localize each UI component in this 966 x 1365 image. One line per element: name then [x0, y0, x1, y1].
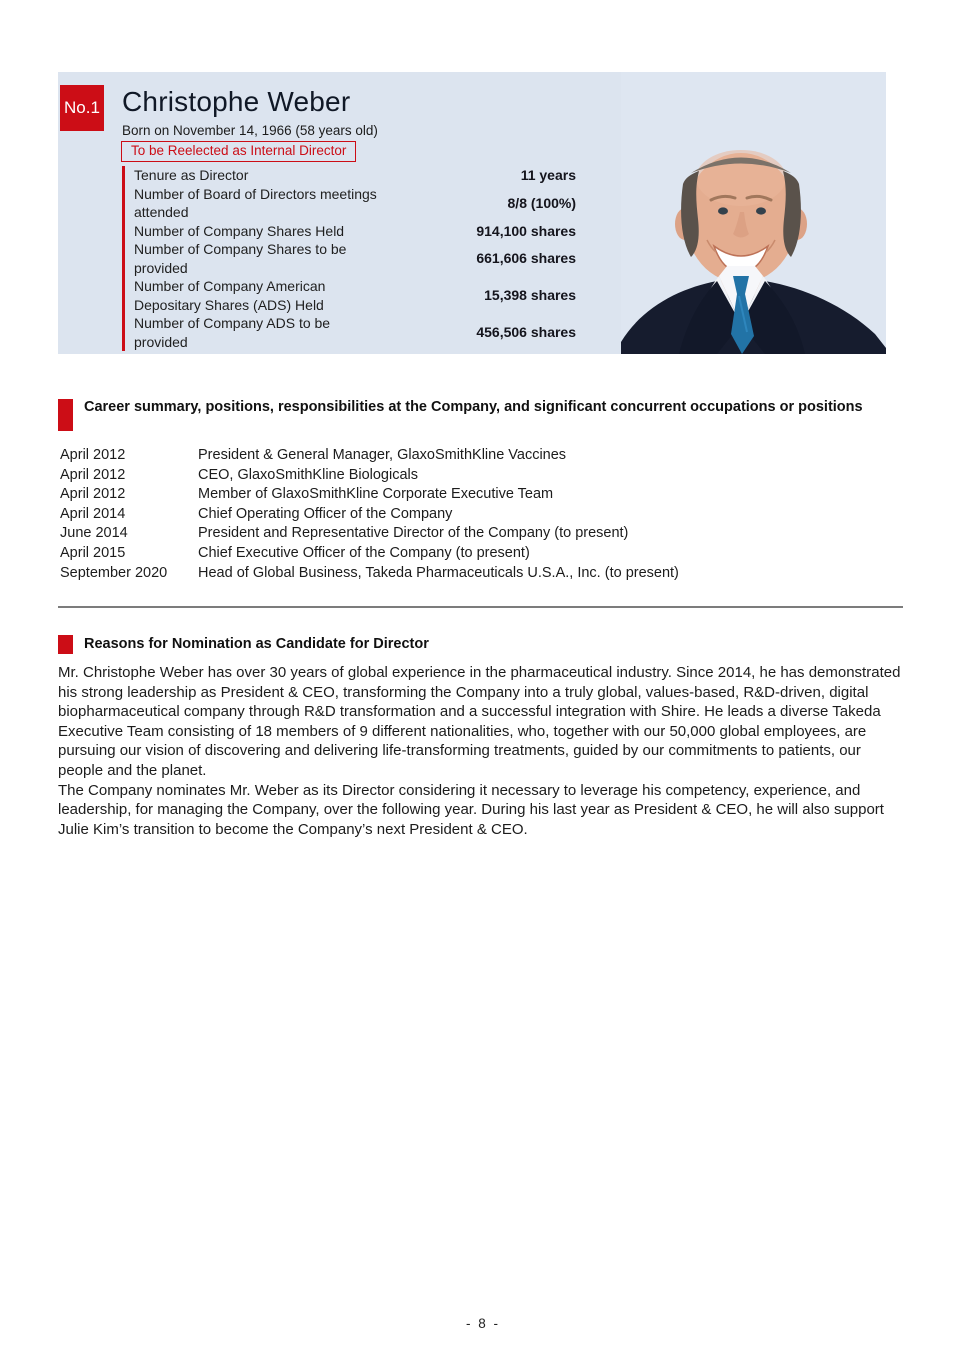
career-entry-description: Head of Global Business, Takeda Pharmaceuticals U.S.A., Inc. (to present) — [198, 564, 679, 581]
stat-row — [134, 240, 576, 277]
stat-row — [134, 277, 576, 314]
candidate-stats-table — [122, 166, 576, 351]
career-entry-description: President and Representative Director of the Company (to present) — [198, 525, 629, 542]
stat-label: Number of Board of Directors meetings attended — [134, 185, 377, 220]
stat-label: Number of Company Shares to be provided — [134, 241, 347, 276]
candidate-photo — [621, 72, 886, 354]
career-entry-date: April 2012 — [60, 466, 126, 483]
career-entry — [60, 505, 906, 525]
career-entry-date: April 2012 — [60, 447, 126, 463]
career-section-header — [58, 399, 906, 431]
candidate-number-badge: No.1 — [60, 85, 104, 131]
reasons-section-heading: Reasons for Nomination as Candidate for Director — [84, 635, 429, 652]
career-summary-section — [58, 399, 906, 583]
page-number: - 8 - — [465, 1316, 500, 1331]
career-history-list — [60, 446, 906, 583]
career-entry — [60, 466, 906, 486]
stat-value: 456,506 shares — [476, 324, 576, 341]
nomination-reasons-section — [58, 635, 905, 839]
stat-label: Tenure as Director — [134, 167, 249, 183]
stat-row — [134, 185, 576, 222]
stat-label: Number of Company Shares Held — [134, 222, 345, 239]
career-entry-description: Member of GlaxoSmithKline Corporate Executive Team — [198, 486, 554, 503]
reasons-paragraph-2: The Company nominates Mr. Weber as its Director considering it necessary to leverage his competency, experience, and leadership, for managing the Company, over the following year. During his last year as President & CEO, he will also support Julie Kim’s transition to become the Company’s next President & CEO. — [58, 781, 884, 838]
reasons-body — [58, 663, 905, 839]
stat-value: 914,100 shares — [476, 222, 576, 239]
stat-label: Number of Company ADS to be provided — [134, 315, 331, 350]
career-entry-date: April 2014 — [60, 505, 126, 522]
stat-row — [134, 222, 576, 241]
career-entry-description: CEO, GlaxoSmithKline Biologicals — [198, 466, 419, 483]
stat-row — [134, 314, 576, 351]
candidate-name: Christophe Weber — [122, 86, 351, 117]
reasons-section-header — [58, 635, 905, 654]
career-entry — [60, 446, 906, 466]
career-entry — [60, 544, 906, 564]
section-divider — [58, 606, 903, 608]
candidate-birth-info: Born on November 14, 1966 (58 years old) — [122, 123, 378, 138]
career-entry-date: September 2020 — [60, 564, 168, 581]
red-square-bullet — [58, 635, 73, 654]
career-entry-description: President & General Manager, GlaxoSmithKline Vaccines — [198, 447, 567, 463]
reelection-status-badge: To be Reelected as Internal Director — [121, 141, 356, 162]
reasons-paragraph-1: Mr. Christophe Weber has over 30 years of global experience in the pharmaceutical industry. Since 2014, he has demonstrated his strong leadership as President & CEO, transforming the Company into a truly global, values-based, R&D-driven, digital biopharmaceutical company through R&D transformation and a successful integration with Shire. He leads a diverse Takeda Executive Team consisting of 18 members of 9 different nationalities, who, together with our 50,000 global employees, are pursuing our vision of discovering and delivering life-transforming treatments, guided by our commitments to patients, our people and the planet. — [58, 664, 901, 779]
career-entry-description: Chief Executive Officer of the Company (to present) — [198, 544, 530, 561]
career-entry — [60, 485, 906, 505]
career-entry-date: June 2014 — [60, 525, 128, 542]
portrait-illustration — [621, 72, 886, 354]
career-entry-date: April 2015 — [60, 544, 126, 561]
career-entry — [60, 524, 906, 544]
stat-label: Number of Company American Depositary Shares (ADS) Held — [134, 278, 326, 313]
stat-value: 11 years — [520, 167, 576, 183]
career-entry — [60, 564, 906, 584]
red-square-bullet — [58, 399, 73, 431]
career-entry-description: Chief Operating Officer of the Company — [198, 505, 453, 522]
stat-value: 8/8 (100%) — [507, 194, 576, 211]
stat-value: 15,398 shares — [484, 287, 576, 304]
career-section-heading: Career summary, positions, responsibilities at the Company, and significant concurrent occupations or positions — [84, 399, 863, 415]
stat-value: 661,606 shares — [476, 250, 576, 267]
candidate-profile-panel — [58, 72, 886, 354]
stat-row — [134, 166, 576, 185]
career-entry-date: April 2012 — [60, 486, 126, 503]
